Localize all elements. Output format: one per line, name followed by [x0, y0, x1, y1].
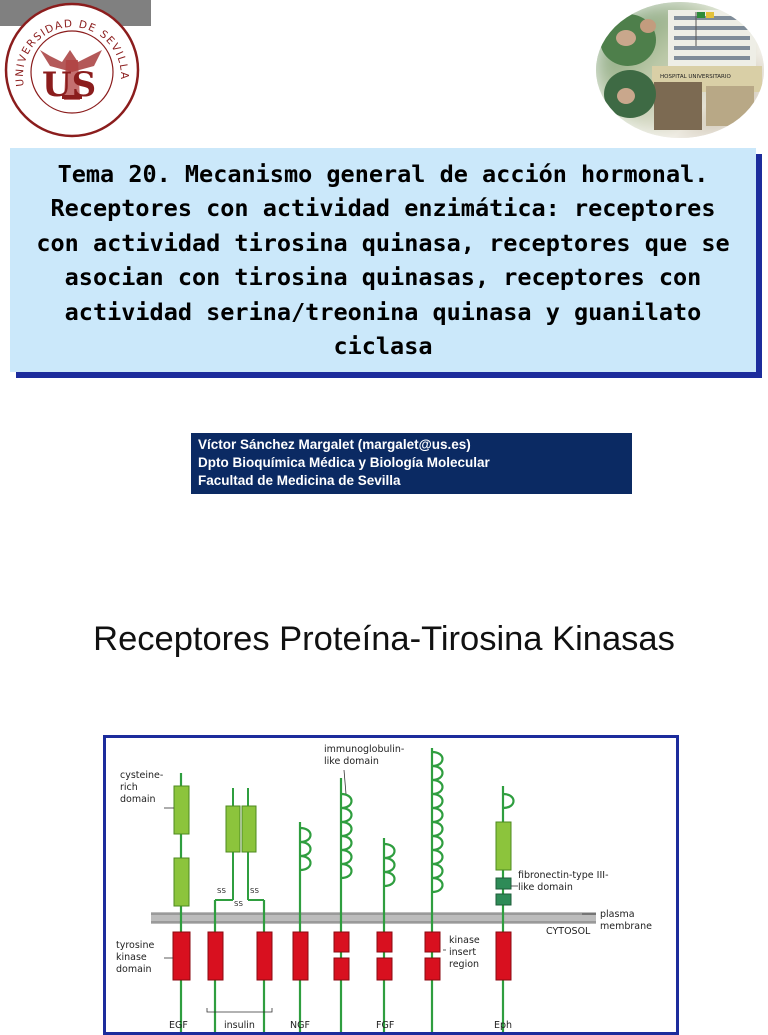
logo-monogram: US — [42, 65, 97, 105]
hospital-sign: HOSPITAL UNIVERSITARIO — [660, 74, 731, 80]
title-line: asocian con tirosina quinasas, receptores con — [64, 263, 702, 291]
title-line: Tema 20. Mecanismo general de acción hormonal. — [57, 159, 709, 188]
egf-receptor — [173, 773, 190, 1035]
cytosol-label: CYTOSOL — [546, 926, 591, 937]
plasma-membrane — [151, 912, 596, 924]
cysteine-label-line: domain — [120, 794, 156, 805]
cysteine-label-line: cysteine- — [120, 770, 164, 781]
logo-ring-text: UNIVERSIDAD DE SEVILLA — [13, 17, 131, 88]
title-line: Receptores con actividad enzimática: receptores — [50, 194, 716, 222]
university-logo — [2, 0, 142, 140]
cysteine-label-line: rich — [120, 782, 138, 793]
ig-large-receptor — [425, 748, 443, 1035]
receptor-name-insulin: insulin — [224, 1020, 255, 1031]
kinase-insert-label-line: region — [449, 959, 480, 970]
tyrosine-kinase-label-line: domain — [116, 964, 152, 975]
receptor-diagram — [103, 735, 679, 1035]
disulfide-label: SS — [250, 887, 259, 895]
immunoglobulin-label-line: immunoglobulin- — [324, 744, 405, 755]
tyrosine-kinase-label-line: tyrosine — [116, 940, 155, 951]
title-line: con actividad tirosina quinasa, receptores que se — [36, 228, 730, 257]
title-line: ciclasa — [333, 332, 433, 360]
disulfide-label: SS — [234, 900, 243, 908]
author-name: Víctor Sánchez Margalet (margalet@us.es) — [198, 437, 471, 452]
receptor-name-ngf: NGF — [290, 1020, 310, 1031]
insulin-receptor — [208, 788, 272, 1035]
fgf-receptor — [377, 838, 395, 1035]
tyrosine-kinase-label-line: kinase — [116, 952, 147, 963]
disulfide-label: SS — [217, 887, 226, 895]
ngf-receptor — [293, 822, 311, 1035]
fibronectin-label-line: like domain — [518, 882, 573, 893]
title-line: actividad serina/treonina quinasa y guanilato — [64, 297, 702, 326]
immunoglobulin-label-line: like domain — [324, 756, 379, 767]
receptors-slide — [0, 600, 768, 1031]
plasma-membrane-label: plasma — [600, 909, 635, 920]
plasma-membrane-label: membrane — [600, 921, 652, 932]
title-slide — [0, 0, 768, 488]
author-department: Dpto Bioquímica Médica y Biología Molecular — [198, 455, 490, 470]
ig-receptor — [334, 778, 352, 1035]
fibronectin-label-line: fibronectin-type III- — [518, 870, 609, 881]
slide-title — [26, 157, 739, 364]
author-box — [191, 433, 632, 494]
receptor-name-egf: EGF — [169, 1020, 188, 1031]
receptor-name-eph: Eph — [494, 1020, 513, 1031]
eph-receptor — [496, 786, 514, 1035]
receptor-name-fgf: FGF — [376, 1020, 395, 1031]
kinase-insert-label-line: insert — [449, 947, 477, 958]
slide-heading: Receptores Proteína-Tirosina Kinasas — [93, 620, 675, 658]
hospital-photo — [596, 2, 764, 138]
kinase-insert-label-line: kinase — [449, 935, 480, 946]
slide-title-box — [10, 148, 756, 372]
author-faculty: Facultad de Medicina de Sevilla — [198, 473, 401, 488]
